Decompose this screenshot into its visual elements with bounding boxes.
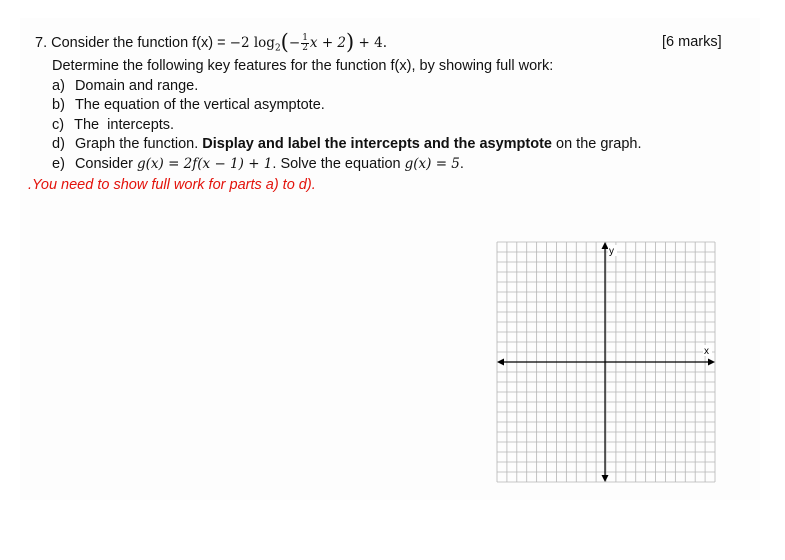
part-c-text: The intercepts. [74,117,175,133]
question-intro: Consider the function f(x) = [51,35,230,51]
part-e [52,155,464,173]
fraction: $\frac{1}{2}$ [302,33,308,53]
part-e-label: e) [52,156,65,172]
full-work-note: .You need to show full work for parts a) to d). [28,177,316,193]
part-d-text: Graph the function. Display and label the intercepts and the asymptote on the graph. [74,136,642,152]
function-formula: −2 $\log_2(-$ $\frac{1}{2}$ x + 2) + 4. [229,30,388,54]
part-a-text: Domain and range. [74,78,199,94]
x-axis-right-arrow [708,359,715,366]
part-a [52,77,198,95]
part-c-label: c) [52,117,65,133]
part-b-label: b) [52,97,65,113]
x-axis-left-arrow [497,359,504,366]
part-a-label: a) [52,78,65,94]
part-c [52,116,174,134]
x-axis-label: x [704,346,709,357]
instruction-text: Determine the following key features for the function f(x), by showing full work: [52,58,554,74]
part-d [52,135,642,153]
part-d-label: d) [52,136,65,152]
part-b-text: The equation of the vertical asymptote. [74,97,325,113]
part-e-text: Consider g(x) = 2f(x − 1) + 1. Solve the equation g(x) = 5. [74,156,464,172]
y-axis-up-arrow [602,242,609,249]
marks-label: [6 marks] [662,34,722,50]
question-number: 7. [35,35,48,51]
question-header [35,30,388,58]
part-b [52,96,325,114]
coordinate-grid [495,240,717,484]
y-axis-label: y [609,246,614,257]
y-axis-down-arrow [602,475,609,482]
